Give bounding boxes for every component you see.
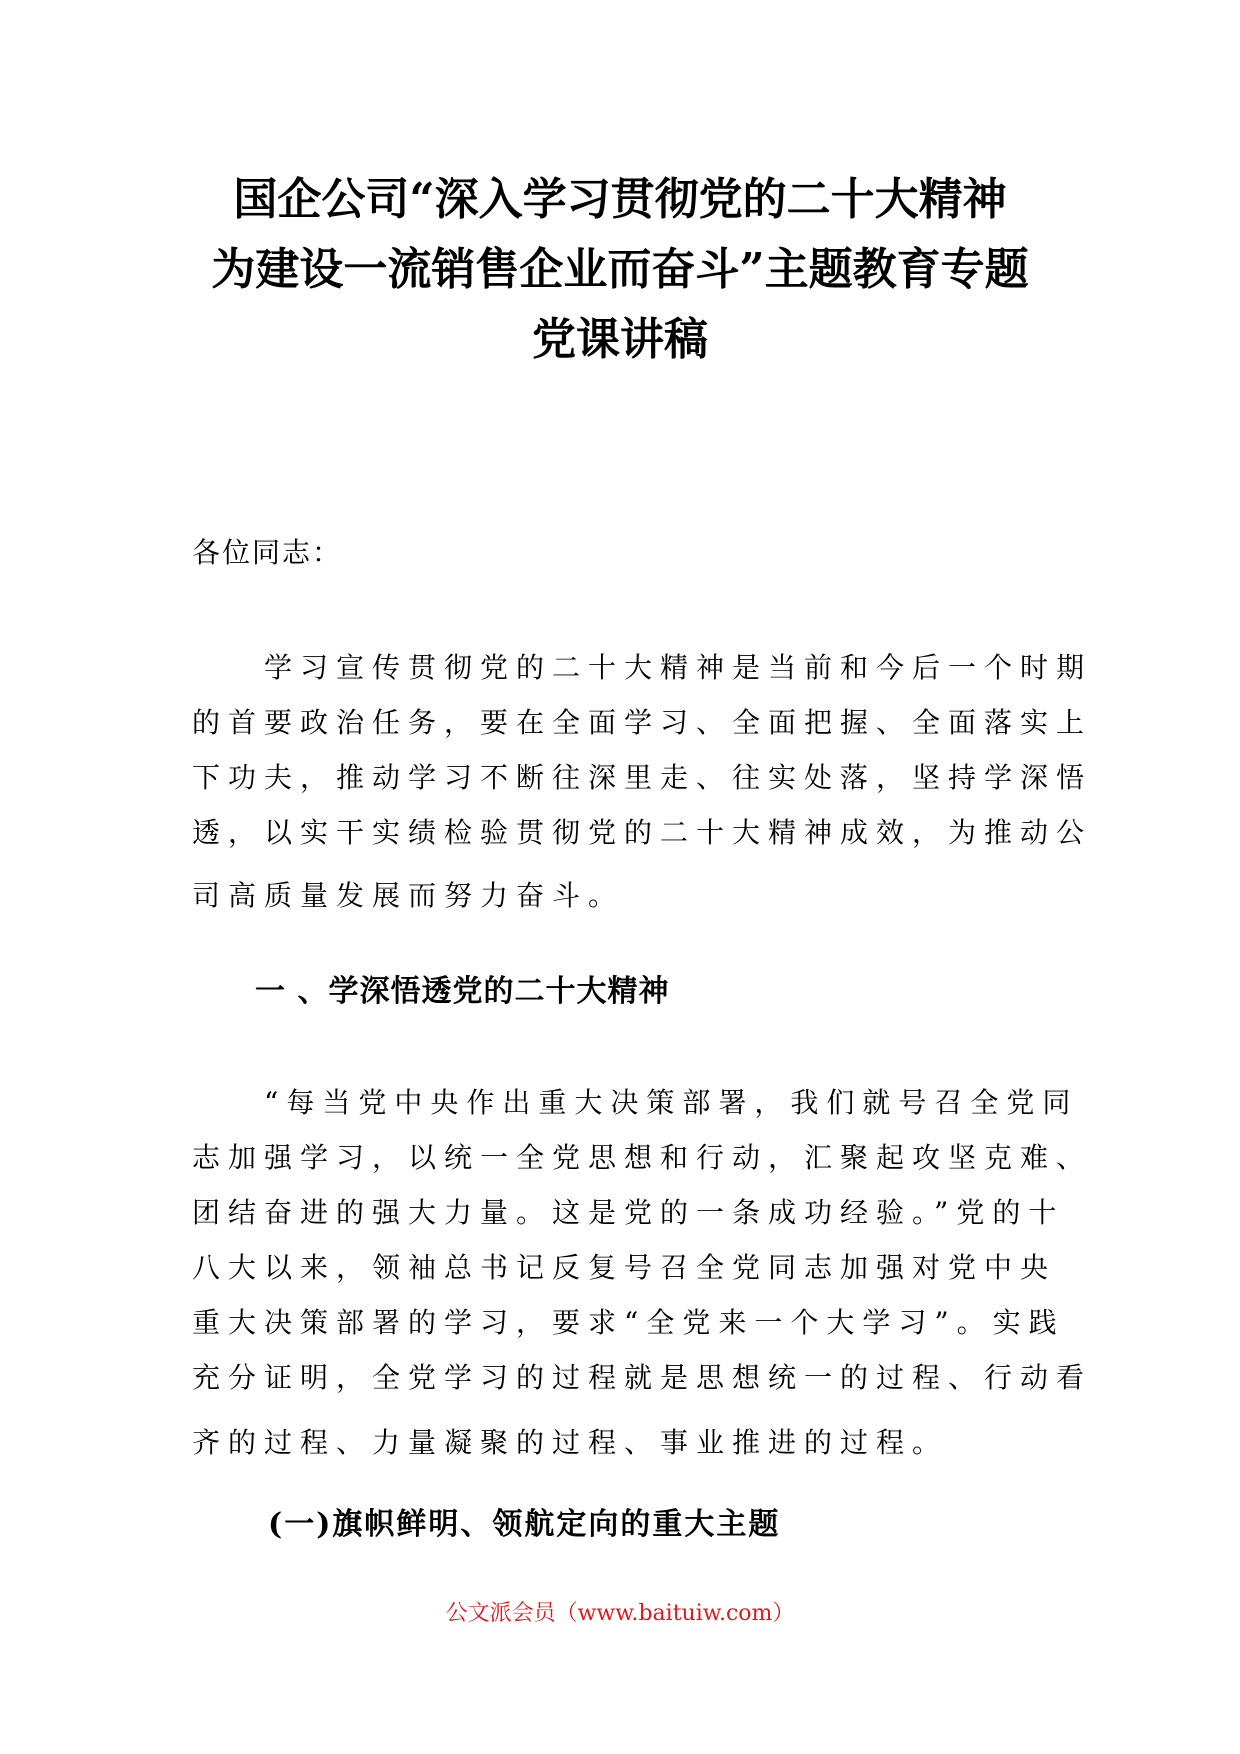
- paragraph-line: 团结奋进的强大力量。这是党的一条成功经验。”党的十: [192, 1196, 1065, 1229]
- section-heading-1: 一 、学深悟透党的二十大精神: [255, 974, 670, 1009]
- paragraph-intro: [192, 640, 1093, 923]
- paragraph-line: 重大决策部署的学习，要求“全党来一个大学习”。实践: [192, 1306, 1065, 1339]
- document-title: [150, 165, 1090, 375]
- paragraph-line: 下功夫，推动学习不断往深里走、往实处落，坚持学深悟: [192, 761, 1093, 794]
- paragraph-line: 充分证明，全党学习的过程就是思想统一的过程、行动看: [192, 1361, 1093, 1394]
- paragraph-line: 透，以实干实绩检验贯彻党的二十大精神成效，为推动公: [192, 816, 1093, 849]
- subsection-heading-1: (一)旗帜鲜明、领航定向的重大主题: [268, 1507, 781, 1542]
- paragraph-line: 学习宣传贯彻党的二十大精神是当前和今后一个时期: [192, 651, 1093, 684]
- paragraph-line: 齐的过程、力量凝聚的过程、事业推进的过程。: [192, 1426, 949, 1459]
- title-line-3: 党课讲稿: [532, 314, 708, 365]
- paragraph-section-1: [192, 1075, 1093, 1470]
- title-line-1: 国企公司“深入学习贯彻党的二十大精神: [233, 174, 1007, 225]
- footer-watermark: 公文派会员（www.baituiw.com）: [445, 1601, 795, 1626]
- paragraph-line: “每当党中央作出重大决策部署，我们就号召全党同: [192, 1086, 1079, 1119]
- paragraph-line: 司高质量发展而努力奋斗。: [192, 879, 625, 912]
- paragraph-line: 志加强学习，以统一全党思想和行动，汇聚起攻坚克难、: [192, 1141, 1093, 1174]
- paragraph-line: 八大以来，领袖总书记反复号召全党同志加强对党中央: [192, 1251, 1057, 1284]
- title-line-2: 为建设一流销售企业而奋斗”主题教育专题: [211, 244, 1029, 295]
- paragraph-line: 的首要政治任务，要在全面学习、全面把握、全面落实上: [192, 706, 1093, 739]
- salutation: 各位同志：: [192, 536, 343, 569]
